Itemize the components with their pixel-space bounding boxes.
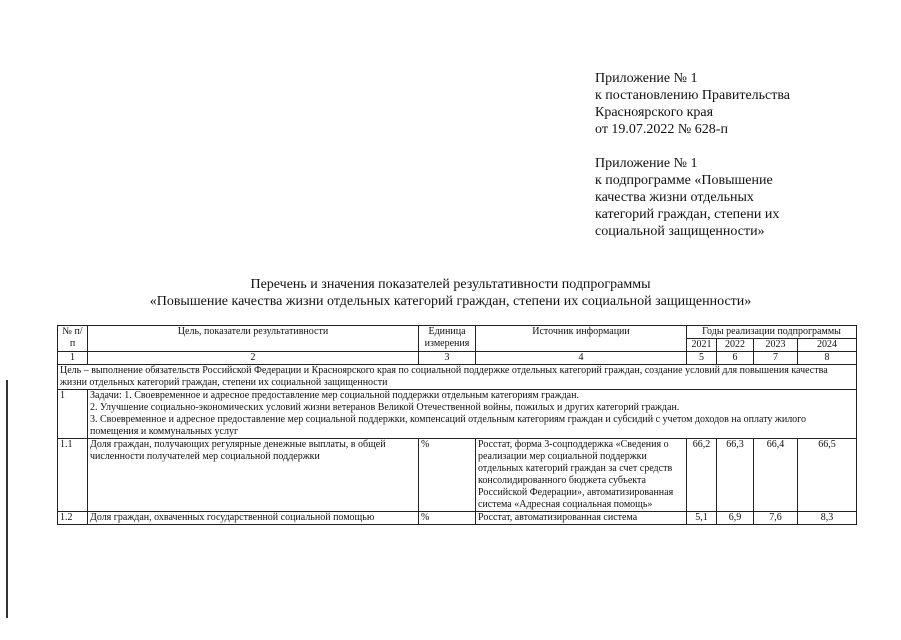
- task-line: Задачи: 1. Своевременное и адресное предоставление мер социальной поддержки отдельным категориям граждан.: [90, 390, 579, 401]
- column-number: 5: [687, 352, 717, 365]
- row-num: 1.1: [58, 439, 88, 512]
- header-year: 2022: [717, 339, 754, 352]
- row-num: 1.2: [58, 512, 88, 525]
- task-line: 3. Своевременное и адресное предоставление мер социальной поддержки, компенсаций отдельным категориям граждан и субсидий с учетом доходов на оплату жилого помещения и коммунальных услуг: [90, 414, 807, 437]
- header-goal: Цель, показатели результативности: [88, 326, 419, 352]
- column-number: 6: [717, 352, 754, 365]
- header-num: № п/п: [58, 326, 88, 352]
- table-row: [58, 512, 857, 525]
- row-value-2023: 66,4: [754, 439, 798, 512]
- annex-header-subprogram: [595, 155, 779, 240]
- header-year: 2021: [687, 339, 717, 352]
- row-value-2021: 5,1: [687, 512, 717, 525]
- indicators-table: [57, 325, 857, 525]
- task-line: 2. Улучшение социально-экономических условий жизни ветеранов Великой Отечественной войны, пожилых и других категорий граждан.: [90, 402, 680, 413]
- column-number: 1: [58, 352, 88, 365]
- row-indicator-name: Доля граждан, охваченных государственной социальной помощью: [88, 512, 419, 525]
- annex-header-resolution: [595, 70, 790, 138]
- row-value-2021: 66,2: [687, 439, 717, 512]
- row-source: Росстат, автоматизированная система: [476, 512, 687, 525]
- row-unit: %: [419, 439, 476, 512]
- goal-row: [58, 365, 857, 390]
- column-number: 4: [476, 352, 687, 365]
- document-title-line-1: Перечень и значения показателей результативности подпрограммы: [250, 277, 651, 292]
- row-unit: %: [419, 512, 476, 525]
- annex-line: Красноярского края: [595, 105, 714, 120]
- column-number: 8: [798, 352, 857, 365]
- header-unit: Единица измерения: [419, 326, 476, 352]
- table-header-row: [58, 326, 857, 339]
- row-source: Росстат, форма 3-соцподдержка «Сведения о реализации мер социальной поддержки отдельных категорий граждан за счет средств консолидированного бюджета субъекта Российской Федерации», автоматизированная система «Адресная социальная помощь»: [476, 439, 687, 512]
- document-title-line-2: «Повышение качества жизни отдельных категорий граждан, степени их социальной защищенности»: [149, 294, 752, 309]
- column-number: 3: [419, 352, 476, 365]
- annex-line: Приложение № 1: [595, 156, 698, 171]
- goal-text: Цель – выполнение обязательств Российской Федерации и Красноярского края по социальной поддержке отдельных категорий граждан, создание условий для повышения качества жизни отдельных категорий граждан, степени их социальной защищенности: [58, 365, 857, 390]
- row-value-2023: 7,6: [754, 512, 798, 525]
- annex-line: социальной защищенности»: [595, 224, 765, 239]
- annex-line: от 19.07.2022 № 628-п: [595, 122, 728, 137]
- column-number-row: [58, 352, 857, 365]
- tasks-text: [88, 390, 857, 439]
- row-value-2022: 6,9: [717, 512, 754, 525]
- annex-line: Приложение № 1: [595, 71, 698, 86]
- column-number: 2: [88, 352, 419, 365]
- row-value-2024: 66,5: [798, 439, 857, 512]
- annex-line: качества жизни отдельных: [595, 190, 754, 205]
- header-year: 2024: [798, 339, 857, 352]
- row-value-2022: 66,3: [717, 439, 754, 512]
- tasks-num: 1: [58, 390, 88, 439]
- row-value-2024: 8,3: [798, 512, 857, 525]
- row-indicator-name: Доля граждан, получающих регулярные денежные выплаты, в общей численности получателей мер социальной поддержки: [88, 439, 419, 512]
- header-year: 2023: [754, 339, 798, 352]
- annex-line: категорий граждан, степени их: [595, 207, 780, 222]
- header-source: Источник информации: [476, 326, 687, 352]
- scan-edge-line: [6, 380, 8, 618]
- column-number: 7: [754, 352, 798, 365]
- table-row: [58, 439, 857, 512]
- tasks-row: [58, 390, 857, 439]
- header-years-group: Годы реализации подпрограммы: [687, 326, 857, 339]
- annex-line: к постановлению Правительства: [595, 88, 791, 103]
- annex-line: к подпрограмме «Повышение: [595, 173, 773, 188]
